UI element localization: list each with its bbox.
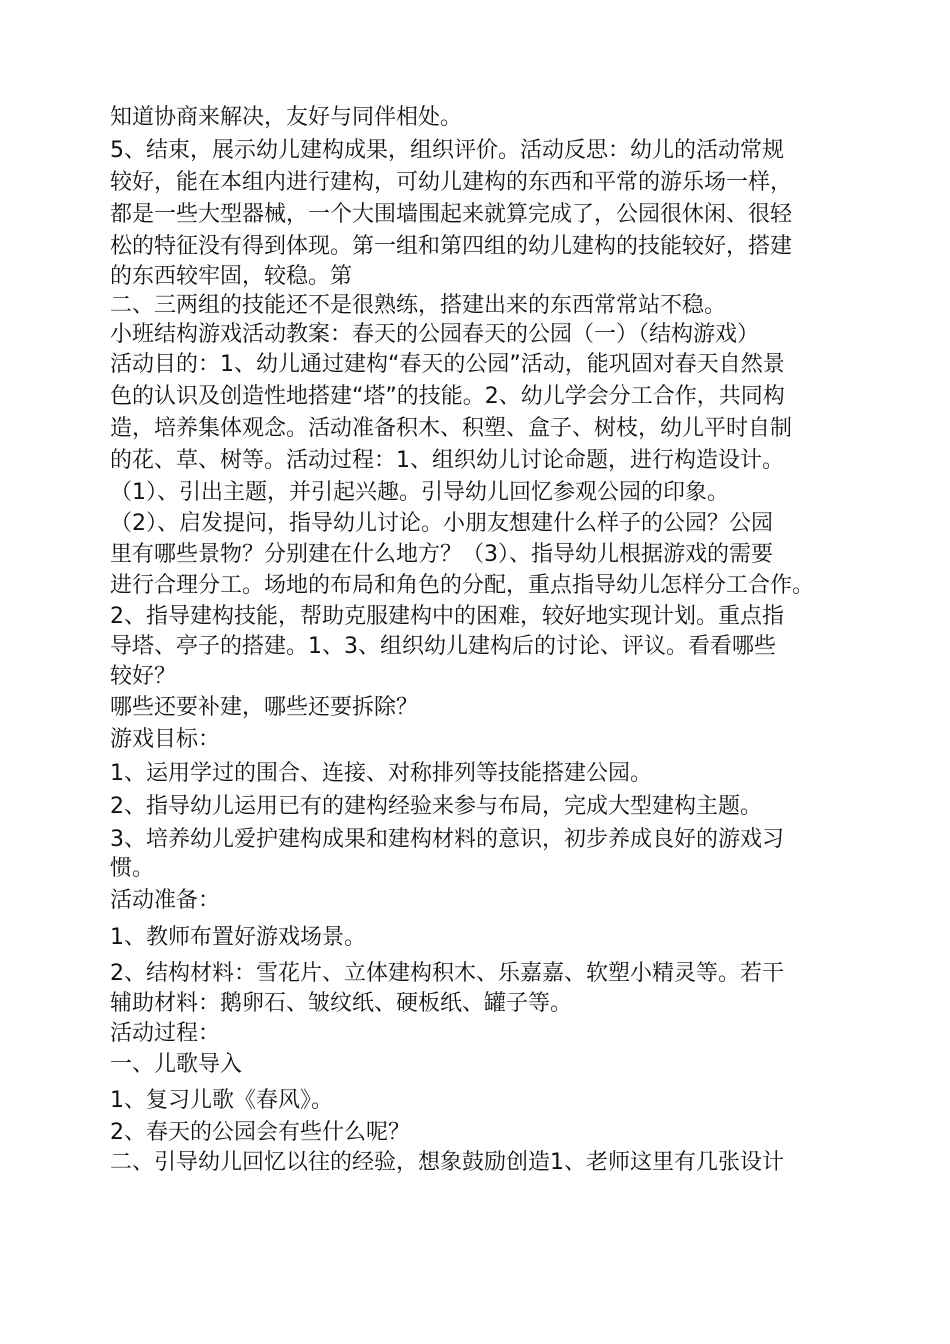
text-line: 活动目的：1、幼儿通过建构“春天的公园”活动，能巩固对春天自然景	[110, 352, 785, 377]
text-line: 活动准备：	[110, 888, 221, 913]
text-line: 2、指导幼儿运用已有的建构经验来参与布局，完成大型建构主题。	[110, 794, 762, 819]
text-line: 的东西较牢固，较稳。第	[110, 264, 353, 289]
text-line: 松的特征没有得到体现。第一组和第四组的幼儿建构的技能较好，搭建	[110, 234, 793, 259]
text-line: 色的认识及创造性地搭建“塔”的技能。2、幼儿学会分工合作，共同构	[110, 384, 785, 409]
text-line: （2）、启发提问，指导幼儿讨论。小朋友想建什么样子的公园？公园	[110, 511, 773, 536]
text-line: 惯。	[110, 856, 155, 881]
text-line: 辅助材料：鹅卵石、皱纹纸、硬板纸、罐子等。	[110, 991, 573, 1016]
text-line: 较好，能在本组内进行建构，可幼儿建构的东西和平常的游乐场一样，	[110, 170, 793, 195]
text-line: 1、运用学过的围合、连接、对称排列等技能搭建公园。	[110, 761, 652, 786]
text-line: 一、儿歌导入	[110, 1052, 243, 1077]
text-line: 活动过程：	[110, 1021, 221, 1046]
text-line: 里有哪些景物？分别建在什么地方？（3）、指导幼儿根据游戏的需要	[110, 542, 773, 567]
text-line: 都是一些大型器械，一个大围墙围起来就算完成了，公园很休闲、很轻	[110, 202, 793, 227]
text-line: （1）、引出主题，并引起兴趣。引导幼儿回忆参观公园的印象。	[110, 480, 729, 505]
text-line: 较好？	[110, 664, 177, 689]
text-line: 5、结束，展示幼儿建构成果，组织评价。活动反思：幼儿的活动常规	[110, 138, 784, 163]
text-line: 1、复习儿歌《春风》。	[110, 1088, 333, 1113]
text-line: 导塔、亭子的搭建。1、3、组织幼儿建构后的讨论、评议。看看哪些	[110, 634, 776, 659]
text-line: 3、培养幼儿爱护建构成果和建构材料的意识，初步养成良好的游戏习	[110, 827, 784, 852]
text-line: 1、教师布置好游戏场景。	[110, 925, 366, 950]
text-line: 造，培养集体观念。活动准备积木、积塑、盒子、树枝，幼儿平时自制	[110, 416, 793, 441]
text-line: 进行合理分工。场地的布局和角色的分配，重点指导幼儿怎样分工合作。	[110, 573, 815, 598]
text-line: 小班结构游戏活动教案：春天的公园春天的公园（一）（结构游戏）	[110, 322, 760, 347]
text-line: 知道协商来解决，友好与同伴相处。	[110, 105, 463, 130]
text-line: 二、三两组的技能还不是很熟练，搭建出来的东西常常站不稳。	[110, 293, 727, 318]
text-line: 二、引导幼儿回忆以往的经验，想象鼓励创造1、老师这里有几张设计	[110, 1150, 784, 1175]
text-line: 哪些还要补建，哪些还要拆除？	[110, 695, 419, 720]
text-line: 的花、草、树等。活动过程：1、组织幼儿讨论命题，进行构造设计。	[110, 448, 784, 473]
text-line: 2、指导建构技能，帮助克服建构中的困难，较好地实现计划。重点指	[110, 604, 784, 629]
text-line: 2、春天的公园会有些什么呢？	[110, 1120, 410, 1145]
text-line: 2、结构材料：雪花片、立体建构积木、乐嘉嘉、软塑小精灵等。若干	[110, 961, 784, 986]
text-line: 游戏目标：	[110, 727, 221, 752]
